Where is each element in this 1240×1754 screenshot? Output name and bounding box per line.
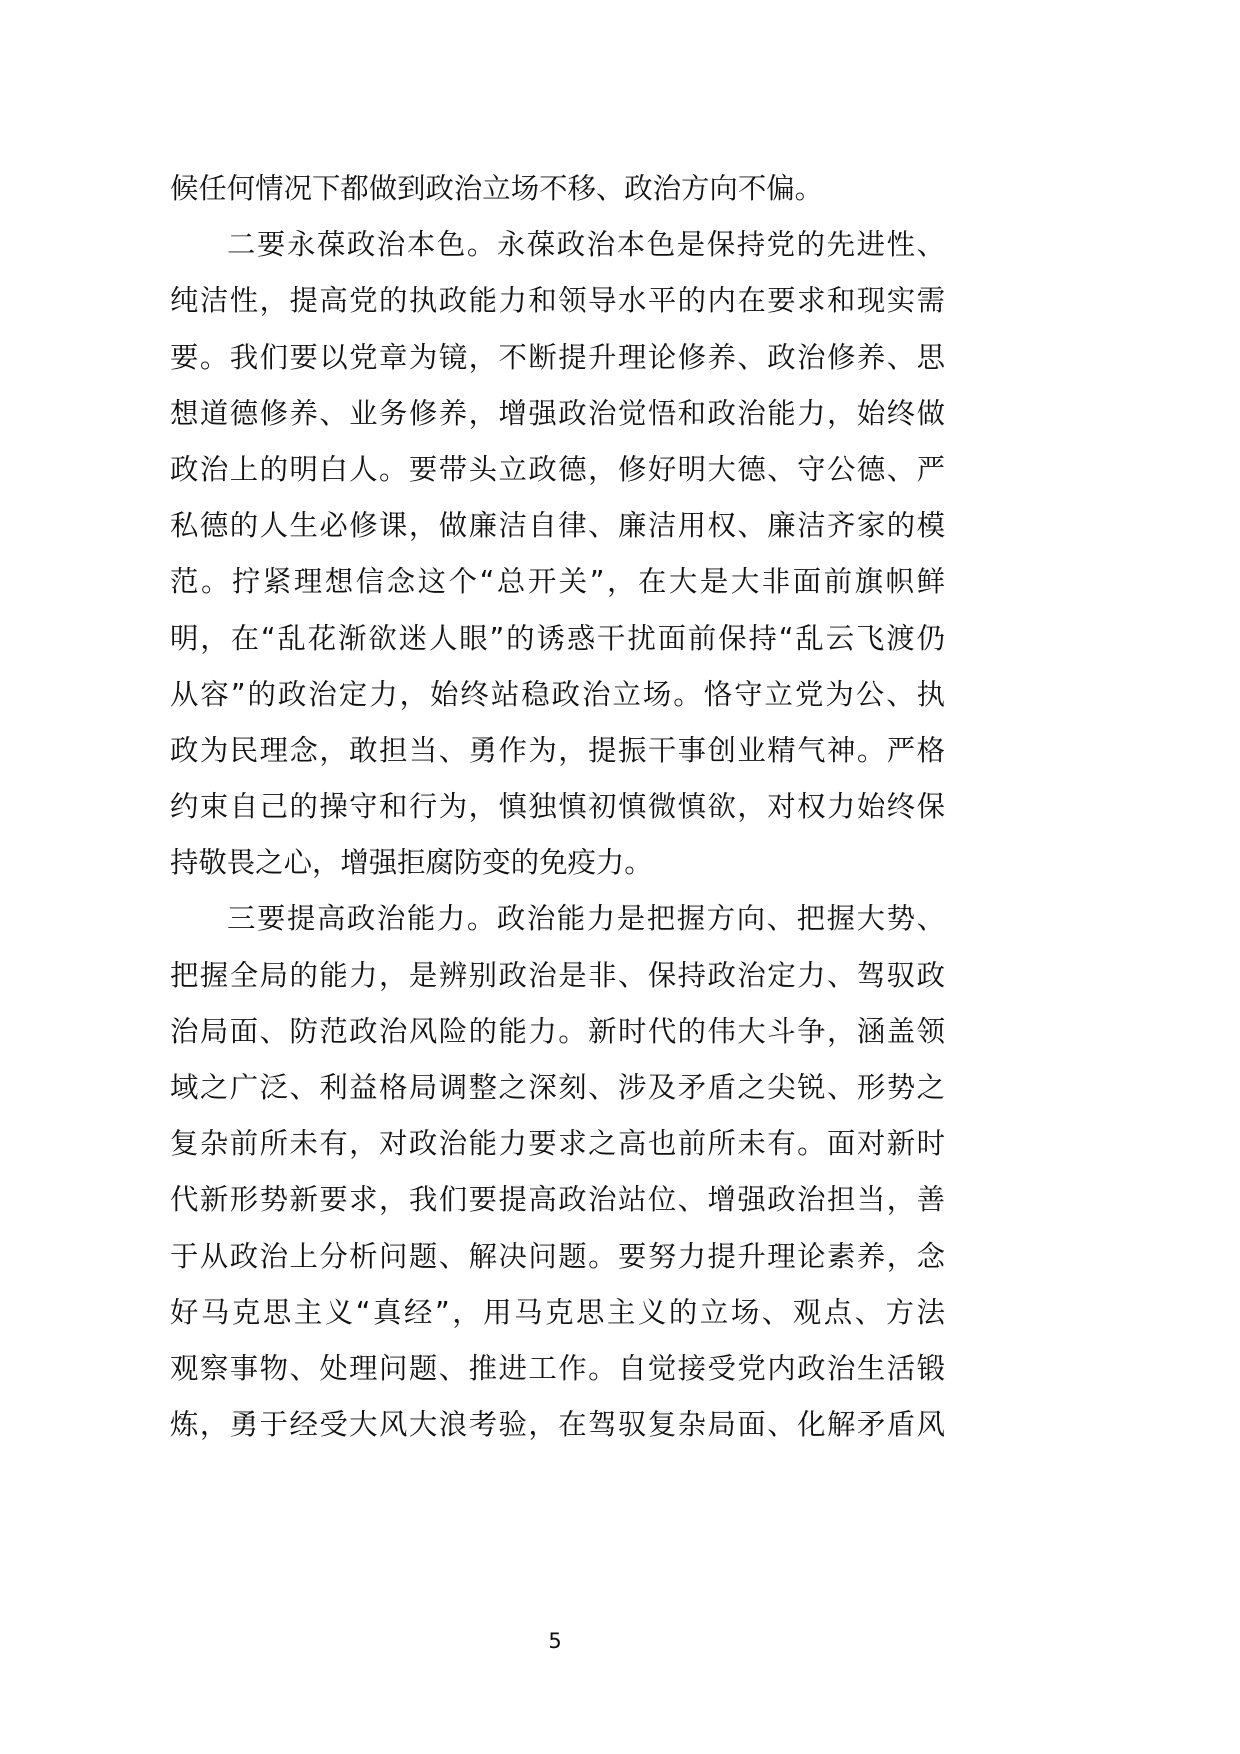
text-line-22: 观察事物、处理问题、推进工作。自觉接受党内政治生活锻 xyxy=(170,1351,945,1385)
text-line-23: 炼，勇于经受大风大浪考验，在驾驭复杂局面、化解矛盾风 xyxy=(170,1408,945,1442)
text-line-3: 纯洁性，提高党的执政能力和领导水平的内在要求和现实需 xyxy=(170,284,945,318)
text-line-9: 明，在“乱花渐欲迷人眼”的诱惑干扰面前保持“乱云飞渡仍 xyxy=(170,621,945,655)
text-line-15: 把握全局的能力，是辨别政治是非、保持政治定力、驾驭政 xyxy=(170,958,945,992)
text-line-8: 范。拧紧理想信念这个“总开关”，在大是大非面前旗帜鲜 xyxy=(170,565,945,599)
text-line-16: 治局面、防范政治风险的能力。新时代的伟大斗争，涵盖领 xyxy=(170,1014,945,1048)
text-line-5: 想道德修养、业务修养，增强政治觉悟和政治能力，始终做 xyxy=(170,396,945,430)
text-line-4: 要。我们要以党章为镜，不断提升理论修养、政治修养、思 xyxy=(170,340,945,374)
text-line-11: 政为民理念，敢担当、勇作为，提振干事创业精气神。严格 xyxy=(170,733,945,767)
text-line-6: 政治上的明白人。要带头立政德，修好明大德、守公德、严 xyxy=(170,452,945,486)
text-line-19: 代新形势新要求，我们要提高政治站位、增强政治担当，善 xyxy=(170,1183,945,1217)
text-line-10: 从容”的政治定力，始终站稳政治立场。恪守立党为公、执 xyxy=(170,677,945,711)
text-line-17: 域之广泛、利益格局调整之深刻、涉及矛盾之尖锐、形势之 xyxy=(170,1071,945,1104)
text-line-18: 复杂前所未有，对政治能力要求之高也前所未有。面对新时 xyxy=(170,1127,945,1161)
text-line-7: 私德的人生必修课，做廉洁自律、廉洁用权、廉洁齐家的模 xyxy=(170,509,945,543)
text-line-2-paragraph-start: 二要永葆政治本色。永葆政治本色是保持党的先进性、 xyxy=(227,228,945,262)
text-line-20: 于从政治上分析问题、解决问题。要努力提升理论素养，念 xyxy=(170,1239,945,1273)
text-line-14-paragraph-start: 三要提高政治能力。政治能力是把握方向、把握大势、 xyxy=(227,902,945,936)
document-body xyxy=(170,166,945,1458)
text-line-1: 候任何情况下都做到政治立场不移、政治方向不偏。 xyxy=(170,172,823,205)
page-number: 5 xyxy=(548,1629,562,1653)
text-line-12: 约束自己的操守和行为，慎独慎初慎微慎欲，对权力始终保 xyxy=(170,790,945,824)
text-line-13: 持敬畏之心，增强拒腐防变的免疫力。 xyxy=(170,846,653,880)
text-line-21: 好马克思主义“真经”，用马克思主义的立场、观点、方法 xyxy=(170,1295,945,1329)
